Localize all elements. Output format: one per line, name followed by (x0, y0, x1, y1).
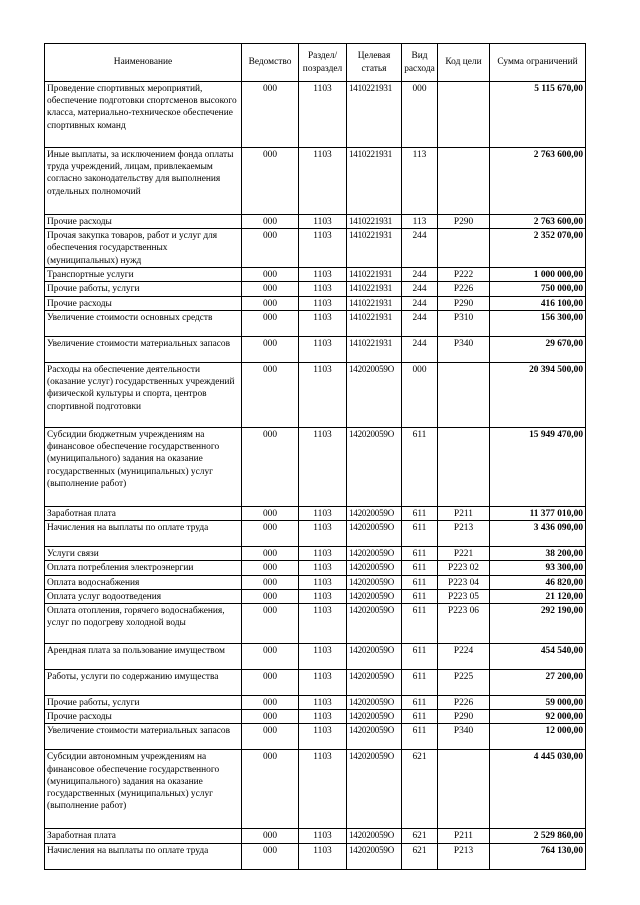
row-expense-type-cell: 611 (402, 695, 438, 709)
row-target-article-cell: 142020059O (347, 575, 402, 589)
table-row (45, 229, 586, 268)
row-target-article-cell: 1410221931 (347, 148, 402, 215)
row-department-cell: 000 (242, 561, 299, 575)
row-target-article-cell: 142020059O (347, 589, 402, 603)
table-row (45, 336, 586, 362)
row-section-cell: 1103 (299, 229, 347, 268)
row-target-article-cell: 1410221931 (347, 215, 402, 229)
row-target-article-cell: 142020059O (347, 695, 402, 709)
row-department-cell: 000 (242, 336, 299, 362)
table-header-row (45, 44, 586, 82)
row-name-cell: Увеличение стоимости материальных запасов (45, 724, 242, 750)
row-target-article-cell: 142020059O (347, 669, 402, 695)
row-target-article-cell: 142020059O (347, 362, 402, 427)
row-expense-type-cell: 611 (402, 521, 438, 547)
row-section-cell: 1103 (299, 268, 347, 282)
row-expense-type-cell: 611 (402, 547, 438, 561)
row-goal-code-cell: P224 (438, 643, 490, 669)
row-limit-sum-cell: 5 115 670,00 (490, 82, 586, 148)
row-name-cell: Арендная плата за пользование имуществом (45, 643, 242, 669)
header-department: Ведомство (242, 44, 299, 82)
row-limit-sum-cell: 93 300,00 (490, 561, 586, 575)
row-section-cell: 1103 (299, 669, 347, 695)
row-limit-sum-cell: 92 000,00 (490, 710, 586, 724)
table-row (45, 669, 586, 695)
row-target-article-cell: 1410221931 (347, 229, 402, 268)
row-department-cell: 000 (242, 589, 299, 603)
row-department-cell: 000 (242, 750, 299, 829)
table-row (45, 695, 586, 709)
row-goal-code-cell: P340 (438, 336, 490, 362)
row-goal-code-cell: P211 (438, 506, 490, 520)
row-name-cell: Оплата услуг водоотведения (45, 589, 242, 603)
row-department-cell: 000 (242, 695, 299, 709)
table-row (45, 561, 586, 575)
row-department-cell: 000 (242, 427, 299, 506)
row-name-cell: Оплата водоснабжения (45, 575, 242, 589)
row-name-cell: Субсидии бюджетным учреждениям на финансовое обеспечение государственного (муниципального) задания на оказание государственных (муниципальных) услуг (выполнение работ) (45, 427, 242, 506)
row-expense-type-cell: 611 (402, 427, 438, 506)
row-expense-type-cell: 611 (402, 724, 438, 750)
row-section-cell: 1103 (299, 710, 347, 724)
row-goal-code-cell: P211 (438, 829, 490, 843)
table-row (45, 603, 586, 643)
row-name-cell: Транспортные услуги (45, 268, 242, 282)
row-section-cell: 1103 (299, 362, 347, 427)
table-row (45, 82, 586, 148)
row-goal-code-cell: P223 06 (438, 603, 490, 643)
row-target-article-cell: 142020059O (347, 750, 402, 829)
row-section-cell: 1103 (299, 506, 347, 520)
table-row (45, 724, 586, 750)
row-expense-type-cell: 244 (402, 229, 438, 268)
row-target-article-cell: 142020059O (347, 547, 402, 561)
row-goal-code-cell: P223 02 (438, 561, 490, 575)
table-row (45, 643, 586, 669)
table-row (45, 506, 586, 520)
row-limit-sum-cell: 29 670,00 (490, 336, 586, 362)
row-name-cell: Прочие расходы (45, 215, 242, 229)
row-limit-sum-cell: 292 190,00 (490, 603, 586, 643)
row-section-cell: 1103 (299, 724, 347, 750)
row-expense-type-cell: 611 (402, 603, 438, 643)
row-expense-type-cell: 621 (402, 843, 438, 869)
row-goal-code-cell: P290 (438, 710, 490, 724)
row-section-cell: 1103 (299, 575, 347, 589)
row-section-cell: 1103 (299, 148, 347, 215)
row-name-cell: Прочие работы, услуги (45, 695, 242, 709)
row-section-cell: 1103 (299, 282, 347, 296)
row-name-cell: Начисления на выплаты по оплате труда (45, 843, 242, 869)
row-name-cell: Оплата потребления электроэнергии (45, 561, 242, 575)
row-goal-code-cell: P223 05 (438, 589, 490, 603)
row-name-cell: Иные выплаты, за исключением фонда оплаты труда учреждений, лицам, привлекаемым согласно законодательству для выполнения отдельных полномочий (45, 148, 242, 215)
row-section-cell: 1103 (299, 589, 347, 603)
row-limit-sum-cell: 2 529 860,00 (490, 829, 586, 843)
row-expense-type-cell: 244 (402, 268, 438, 282)
table-row (45, 310, 586, 336)
row-department-cell: 000 (242, 643, 299, 669)
row-department-cell: 000 (242, 603, 299, 643)
row-section-cell: 1103 (299, 547, 347, 561)
table-row (45, 268, 586, 282)
row-limit-sum-cell: 12 000,00 (490, 724, 586, 750)
row-expense-type-cell: 621 (402, 829, 438, 843)
row-department-cell: 000 (242, 710, 299, 724)
row-limit-sum-cell: 1 000 000,00 (490, 268, 586, 282)
row-target-article-cell: 142020059O (347, 506, 402, 520)
row-department-cell: 000 (242, 506, 299, 520)
header-section: Раздел/ позраздел (299, 44, 347, 82)
table-row (45, 362, 586, 427)
row-limit-sum-cell: 156 300,00 (490, 310, 586, 336)
row-goal-code-cell (438, 427, 490, 506)
row-name-cell: Заработная плата (45, 506, 242, 520)
row-target-article-cell: 142020059O (347, 561, 402, 575)
row-name-cell: Увеличение стоимости материальных запасов (45, 336, 242, 362)
row-department-cell: 000 (242, 724, 299, 750)
row-limit-sum-cell: 4 445 030,00 (490, 750, 586, 829)
row-expense-type-cell: 244 (402, 282, 438, 296)
row-target-article-cell: 1410221931 (347, 268, 402, 282)
row-name-cell: Расходы на обеспечение деятельности (оказание услуг) государственных учреждений физической культуры и спорта, центров спортивной подготовки (45, 362, 242, 427)
row-department-cell: 000 (242, 229, 299, 268)
row-limit-sum-cell: 454 540,00 (490, 643, 586, 669)
table-row (45, 750, 586, 829)
row-expense-type-cell: 611 (402, 589, 438, 603)
row-section-cell: 1103 (299, 750, 347, 829)
row-name-cell: Прочие расходы (45, 296, 242, 310)
row-department-cell: 000 (242, 829, 299, 843)
row-target-article-cell: 1410221931 (347, 282, 402, 296)
table-row (45, 829, 586, 843)
row-department-cell: 000 (242, 82, 299, 148)
row-limit-sum-cell: 750 000,00 (490, 282, 586, 296)
row-goal-code-cell (438, 750, 490, 829)
row-department-cell: 000 (242, 521, 299, 547)
row-expense-type-cell: 611 (402, 506, 438, 520)
row-name-cell: Заработная плата (45, 829, 242, 843)
row-goal-code-cell: P310 (438, 310, 490, 336)
row-department-cell: 000 (242, 282, 299, 296)
row-name-cell: Оплата отопления, горячего водоснабжения, услуг по подогреву холодной воды (45, 603, 242, 643)
row-name-cell: Прочие расходы (45, 710, 242, 724)
row-expense-type-cell: 244 (402, 336, 438, 362)
row-name-cell: Начисления на выплаты по оплате труда (45, 521, 242, 547)
row-target-article-cell: 1410221931 (347, 336, 402, 362)
row-limit-sum-cell: 11 377 010,00 (490, 506, 586, 520)
row-goal-code-cell: P222 (438, 268, 490, 282)
row-expense-type-cell: 611 (402, 710, 438, 724)
row-section-cell: 1103 (299, 215, 347, 229)
header-goal-code: Код цели (438, 44, 490, 82)
header-expense-type: Вид расхода (402, 44, 438, 82)
row-department-cell: 000 (242, 843, 299, 869)
row-limit-sum-cell: 59 000,00 (490, 695, 586, 709)
row-expense-type-cell: 244 (402, 310, 438, 336)
row-target-article-cell: 142020059O (347, 710, 402, 724)
row-department-cell: 000 (242, 310, 299, 336)
budget-limits-table (44, 43, 586, 870)
row-goal-code-cell: P226 (438, 282, 490, 296)
row-section-cell: 1103 (299, 695, 347, 709)
table-row (45, 547, 586, 561)
row-expense-type-cell: 113 (402, 215, 438, 229)
row-section-cell: 1103 (299, 603, 347, 643)
row-section-cell: 1103 (299, 521, 347, 547)
row-goal-code-cell: P223 04 (438, 575, 490, 589)
row-limit-sum-cell: 2 763 600,00 (490, 148, 586, 215)
row-goal-code-cell: P226 (438, 695, 490, 709)
header-target-article: Целевая статья (347, 44, 402, 82)
row-expense-type-cell: 000 (402, 82, 438, 148)
row-target-article-cell: 142020059O (347, 427, 402, 506)
row-section-cell: 1103 (299, 82, 347, 148)
row-expense-type-cell: 621 (402, 750, 438, 829)
row-name-cell: Проведение спортивных мероприятий, обеспечение подготовки спортсменов высокого класса, материально-техническое обеспечение спортивных команд (45, 82, 242, 148)
table-row (45, 148, 586, 215)
row-section-cell: 1103 (299, 427, 347, 506)
row-section-cell: 1103 (299, 296, 347, 310)
row-goal-code-cell: P213 (438, 521, 490, 547)
row-department-cell: 000 (242, 296, 299, 310)
row-limit-sum-cell: 20 394 500,00 (490, 362, 586, 427)
row-department-cell: 000 (242, 362, 299, 427)
row-section-cell: 1103 (299, 829, 347, 843)
row-name-cell: Прочая закупка товаров, работ и услуг для обеспечения государственных (муниципальных) нужд (45, 229, 242, 268)
row-goal-code-cell: P290 (438, 215, 490, 229)
row-goal-code-cell: P225 (438, 669, 490, 695)
row-expense-type-cell: 000 (402, 362, 438, 427)
row-expense-type-cell: 611 (402, 643, 438, 669)
row-section-cell: 1103 (299, 843, 347, 869)
table-row (45, 521, 586, 547)
row-section-cell: 1103 (299, 336, 347, 362)
table-row (45, 296, 586, 310)
row-expense-type-cell: 611 (402, 561, 438, 575)
row-department-cell: 000 (242, 547, 299, 561)
table-row (45, 843, 586, 869)
row-department-cell: 000 (242, 575, 299, 589)
row-target-article-cell: 142020059O (347, 643, 402, 669)
row-department-cell: 000 (242, 268, 299, 282)
row-goal-code-cell (438, 82, 490, 148)
row-target-article-cell: 1410221931 (347, 296, 402, 310)
row-limit-sum-cell: 21 120,00 (490, 589, 586, 603)
row-limit-sum-cell: 27 200,00 (490, 669, 586, 695)
row-goal-code-cell: P221 (438, 547, 490, 561)
row-target-article-cell: 142020059O (347, 724, 402, 750)
row-goal-code-cell (438, 362, 490, 427)
row-section-cell: 1103 (299, 561, 347, 575)
row-section-cell: 1103 (299, 643, 347, 669)
table-row (45, 575, 586, 589)
row-department-cell: 000 (242, 148, 299, 215)
row-expense-type-cell: 611 (402, 575, 438, 589)
row-goal-code-cell (438, 229, 490, 268)
row-name-cell: Работы, услуги по содержанию имущества (45, 669, 242, 695)
row-goal-code-cell: P340 (438, 724, 490, 750)
row-limit-sum-cell: 38 200,00 (490, 547, 586, 561)
row-target-article-cell: 142020059O (347, 843, 402, 869)
row-name-cell: Субсидии автономным учреждениям на финансовое обеспечение государственного (муниципального) задания на оказание государственных (муниципальных) услуг (выполнение работ) (45, 750, 242, 829)
row-limit-sum-cell: 416 100,00 (490, 296, 586, 310)
row-expense-type-cell: 611 (402, 669, 438, 695)
row-department-cell: 000 (242, 669, 299, 695)
table-row (45, 282, 586, 296)
row-section-cell: 1103 (299, 310, 347, 336)
table-body (45, 82, 586, 870)
row-expense-type-cell: 113 (402, 148, 438, 215)
header-name: Наименование (45, 44, 242, 82)
table-row (45, 427, 586, 506)
row-goal-code-cell: P290 (438, 296, 490, 310)
row-limit-sum-cell: 46 820,00 (490, 575, 586, 589)
row-limit-sum-cell: 764 130,00 (490, 843, 586, 869)
row-limit-sum-cell: 15 949 470,00 (490, 427, 586, 506)
row-name-cell: Увеличение стоимости основных средств (45, 310, 242, 336)
row-name-cell: Прочие работы, услуги (45, 282, 242, 296)
row-limit-sum-cell: 2 352 070,00 (490, 229, 586, 268)
row-target-article-cell: 142020059O (347, 829, 402, 843)
row-target-article-cell: 142020059O (347, 603, 402, 643)
row-name-cell: Услуги связи (45, 547, 242, 561)
row-expense-type-cell: 244 (402, 296, 438, 310)
row-target-article-cell: 142020059O (347, 521, 402, 547)
row-target-article-cell: 1410221931 (347, 82, 402, 148)
row-goal-code-cell: P213 (438, 843, 490, 869)
row-limit-sum-cell: 2 763 600,00 (490, 215, 586, 229)
table-row (45, 215, 586, 229)
row-target-article-cell: 1410221931 (347, 310, 402, 336)
row-limit-sum-cell: 3 436 090,00 (490, 521, 586, 547)
row-goal-code-cell (438, 148, 490, 215)
table-row (45, 710, 586, 724)
table-row (45, 589, 586, 603)
row-department-cell: 000 (242, 215, 299, 229)
header-limit-sum: Сумма ограничений (490, 44, 586, 82)
